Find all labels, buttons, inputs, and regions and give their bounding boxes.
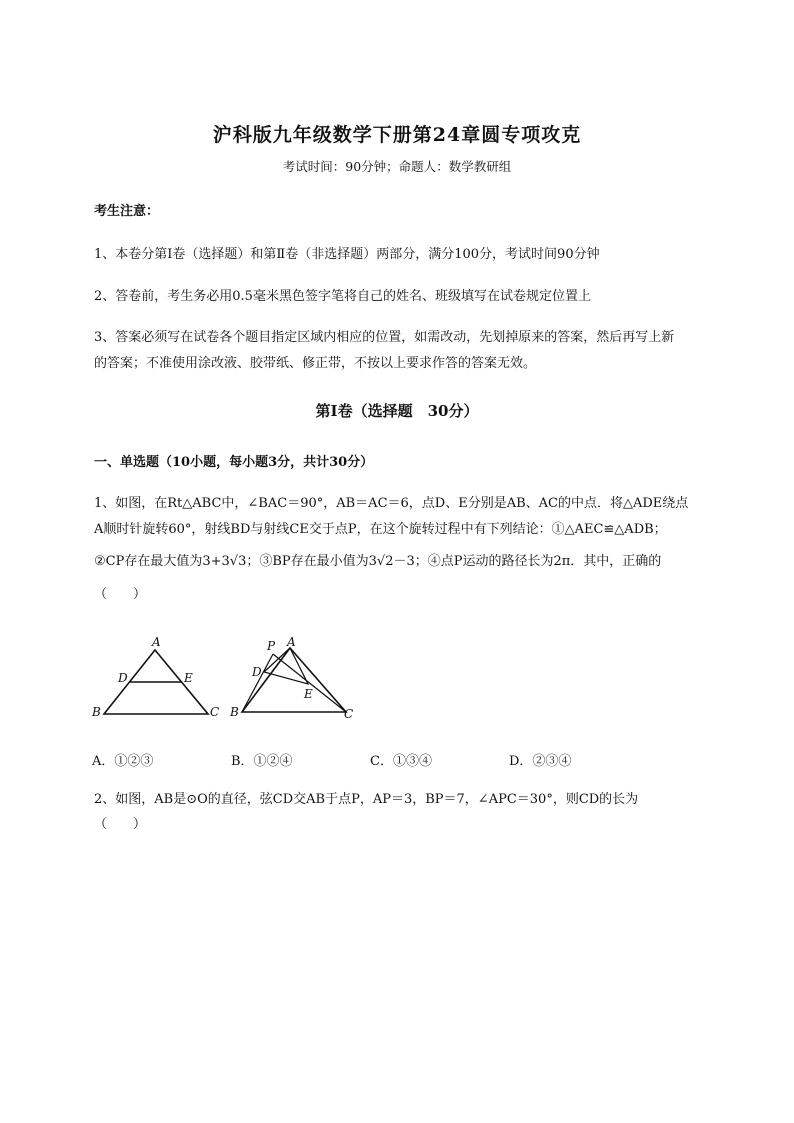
question-1-line: A顺时针旋转60°，射线BD与射线CE交于点P，在这个旋转过程中有下列结论：①△AEC≌△ADB； — [94, 522, 667, 537]
option-a[interactable]: A．①②③ — [92, 754, 154, 769]
exam-title: 沪科版九年级数学下册第24章圆专项攻克 — [212, 124, 582, 146]
exam-subtitle: 考试时间：90分钟；命题人：数学教研组 — [282, 159, 512, 174]
label-e: E — [184, 671, 193, 685]
ray-cp — [273, 654, 346, 712]
question-2-line: 2、如图，AB是⊙O的直径，弦CD交AB于点P，AP＝3，BP＝7，∠APC＝30°，则CD的长为 — [94, 792, 639, 807]
notice-item: 1、本卷分第I卷（选择题）和第Ⅱ卷（非选择题）两部分，满分100分，考试时间90分钟 — [94, 247, 600, 262]
label-d: D — [252, 665, 262, 679]
question-1-figure-1 — [90, 632, 220, 722]
label-e: E — [304, 687, 313, 701]
label-a: A — [152, 635, 161, 649]
label-c: C — [210, 705, 220, 719]
notice-heading: 考生注意： — [94, 204, 160, 219]
option-c[interactable]: C．①③④ — [370, 754, 432, 769]
label-b: B — [92, 705, 101, 719]
label-p: P — [267, 639, 276, 653]
question-1-line: 1、如图，在Rt△ABC中，∠BAC＝90°，AB＝AC＝6，点D、E分别是AB、AC的中点．将△ADE绕点 — [94, 496, 689, 511]
notice-item: 的答案；不准使用涂改液、胶带纸、修正带，不按以上要求作答的答案无效。 — [94, 356, 537, 371]
label-c: C — [344, 707, 354, 721]
label-d: D — [118, 671, 128, 685]
ray-bp — [242, 654, 273, 712]
notice-item: 2、答卷前，考生务必用0.5毫米黑色签字笔将自己的姓名、班级填写在试卷规定位置上 — [94, 289, 591, 304]
part-heading: 一、单选题（10小题，每小题3分，共计30分） — [94, 455, 374, 470]
question-2-answer-blank: （ ） — [94, 817, 147, 832]
option-d[interactable]: D．②③④ — [509, 754, 572, 769]
option-b[interactable]: B．①②④ — [231, 754, 293, 769]
label-a: A — [287, 635, 296, 649]
question-1-line: ②CP存在最大值为3+3√3；③BP存在最小值为3√2－3；④点P运动的路径长为2π．其中，正确的 — [94, 554, 662, 569]
question-1-figure-2 — [226, 632, 356, 722]
label-b: B — [230, 705, 239, 719]
question-1-answer-blank: （ ） — [94, 587, 147, 602]
section-title: 第I卷（选择题 30分） — [315, 402, 479, 420]
notice-item: 3、答案必须写在试卷各个题目指定区域内相应的位置，如需改动，先划掉原来的答案，然后再写上新 — [94, 330, 675, 345]
